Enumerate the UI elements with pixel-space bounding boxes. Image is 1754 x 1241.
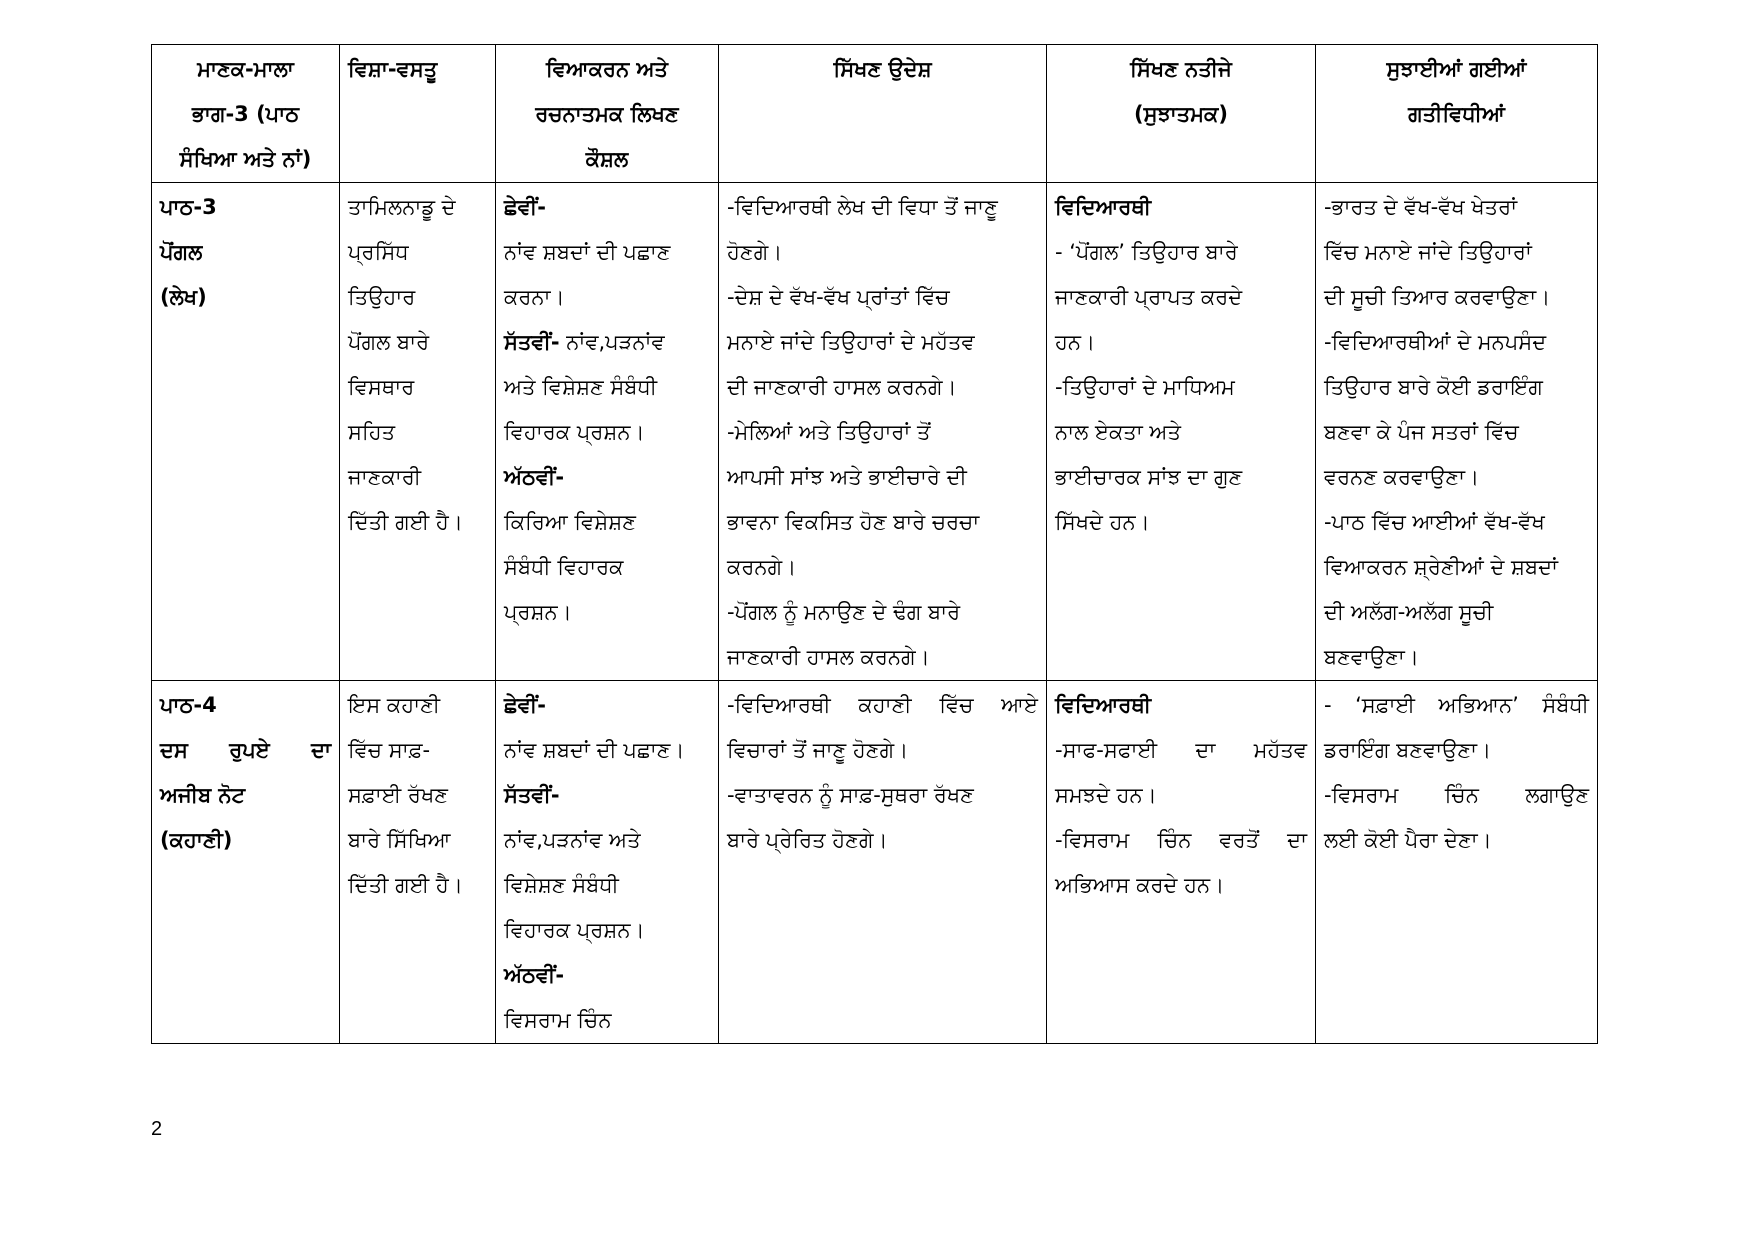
cell-grammar: ਛੇਵੀਂ- ਨਾਂਵ ਸ਼ਬਦਾਂ ਦੀ ਪਛਾਣ ਕਰਨਾ। ਸੱਤਵੀਂ- ਨਾਂਵ,ਪੜਨਾਂਵ ਅਤੇ ਵਿਸ਼ੇਸ਼ਣ ਸੰਬੰਧੀ ਵਿਹਾਰਕ ਪ੍ਰਸ਼ਨ। ਅੱਠਵੀਂ- ਕਿਰਿਆ ਵਿਸ਼ੇਸ਼ਣ ਸੰਬੰਧੀ ਵਿਹਾਰਕ ਪ੍ਰਸ਼ਨ। bbox=[496, 183, 719, 681]
cell-activities: - ‘ਸਫ਼ਾਈ ਅਭਿਆਨ’ ਸੰਬੰਧੀ ਡਰਾਇੰਗ ਬਣਵਾਉਣਾ। -ਵਿਸਰਾਮ ਚਿੰਨ ਲਗਾਉਣ ਲਈ ਕੋਈ ਪੈਰਾ ਦੇਣਾ। bbox=[1316, 681, 1598, 1044]
syllabus-table bbox=[151, 44, 1598, 1044]
cell-content: ਤਾਮਿਲਨਾਡੂ ਦੇ ਪ੍ਰਸਿੱਧ ਤਿਉਹਾਰ ਪੋਂਗਲ ਬਾਰੇ ਵਿਸਥਾਰ ਸਹਿਤ ਜਾਣਕਾਰੀ ਦਿੱਤੀ ਗਈ ਹੈ। bbox=[340, 183, 496, 681]
cell-outcomes: ਵਿਦਿਆਰਥੀ - ‘ਪੋਂਗਲ’ ਤਿਉਹਾਰ ਬਾਰੇ ਜਾਣਕਾਰੀ ਪ੍ਰਾਪਤ ਕਰਦੇ ਹਨ। -ਤਿਉਹਾਰਾਂ ਦੇ ਮਾਧਿਅਮ ਨਾਲ ਏਕਤਾ ਅਤੇ ਭਾਈਚਾਰਕ ਸਾਂਝ ਦਾ ਗੁਣ ਸਿੱਖਦੇ ਹਨ। bbox=[1047, 183, 1316, 681]
cell-objectives: -ਵਿਦਿਆਰਥੀ ਲੇਖ ਦੀ ਵਿਧਾ ਤੋਂ ਜਾਣੂ ਹੋਣਗੇ। -ਦੇਸ਼ ਦੇ ਵੱਖ-ਵੱਖ ਪ੍ਰਾਂਤਾਂ ਵਿੱਚ ਮਨਾਏ ਜਾਂਦੇ ਤਿਉਹਾਰਾਂ ਦੇ ਮਹੱਤਵ ਦੀ ਜਾਣਕਾਰੀ ਹਾਸਲ ਕਰਨਗੇ। -ਮੇਲਿਆਂ ਅਤੇ ਤਿਉਹਾਰਾਂ ਤੋਂ ਆਪਸੀ ਸਾਂਝ ਅਤੇ ਭਾਈਚਾਰੇ ਦੀ ਭਾਵਨਾ ਵਿਕਸਿਤ ਹੋਣ ਬਾਰੇ ਚਰਚਾ ਕਰਨਗੇ। -ਪੋਂਗਲ ਨੂੰ ਮਨਾਉਣ ਦੇ ਢੰਗ ਬਾਰੇ ਜਾਣਕਾਰੀ ਹਾਸਲ ਕਰਨਗੇ। bbox=[719, 183, 1047, 681]
header-outcomes: ਸਿੱਖਣ ਨਤੀਜੇ (ਸੁਝਾਤਮਕ) bbox=[1047, 45, 1316, 183]
header-grammar: ਵਿਆਕਰਨ ਅਤੇ ਰਚਨਾਤਮਕ ਲਿਖਣ ਕੌਸ਼ਲ bbox=[496, 45, 719, 183]
cell-outcomes: ਵਿਦਿਆਰਥੀ -ਸਾਫ-ਸਫਾਈ ਦਾ ਮਹੱਤਵ ਸਮਝਦੇ ਹਨ। -ਵਿਸਰਾਮ ਚਿੰਨ ਵਰਤੋਂ ਦਾ ਅਭਿਆਸ ਕਰਦੇ ਹਨ। bbox=[1047, 681, 1316, 1044]
table-row bbox=[152, 681, 1598, 1044]
cell-lesson: ਪਾਠ-3 ਪੋਂਗਲ (ਲੇਖ) bbox=[152, 183, 340, 681]
header-objectives: ਸਿੱਖਣ ਉਦੇਸ਼ bbox=[719, 45, 1047, 183]
cell-content: ਇਸ ਕਹਾਣੀ ਵਿੱਚ ਸਾਫ਼- ਸਫ਼ਾਈ ਰੱਖਣ ਬਾਰੇ ਸਿੱਖਿਆ ਦਿੱਤੀ ਗਈ ਹੈ। bbox=[340, 681, 496, 1044]
header-lesson: ਮਾਣਕ-ਮਾਲਾ ਭਾਗ-3 (ਪਾਠ ਸੰਖਿਆ ਅਤੇ ਨਾਂ) bbox=[152, 45, 340, 183]
grammar-class7-line: ਸੱਤਵੀਂ- ਨਾਂਵ,ਪੜਨਾਂਵ bbox=[504, 330, 665, 354]
cell-objectives: -ਵਿਦਿਆਰਥੀ ਕਹਾਣੀ ਵਿੱਚ ਆਏ ਵਿਚਾਰਾਂ ਤੋਂ ਜਾਣੂ ਹੋਣਗੇ। -ਵਾਤਾਵਰਨ ਨੂੰ ਸਾਫ਼-ਸੁਥਰਾ ਰੱਖਣ ਬਾਰੇ ਪ੍ਰੇਰਿਤ ਹੋਣਗੇ। bbox=[719, 681, 1047, 1044]
cell-lesson: ਪਾਠ-4 ਦਸ ਰੁਪਏ ਦਾ ਅਜੀਬ ਨੋਟ (ਕਹਾਣੀ) bbox=[152, 681, 340, 1044]
table-header-row bbox=[152, 45, 1598, 183]
page-number: 2 bbox=[151, 1118, 163, 1140]
cell-grammar: ਛੇਵੀਂ- ਨਾਂਵ ਸ਼ਬਦਾਂ ਦੀ ਪਛਾਣ। ਸੱਤਵੀਂ- ਨਾਂਵ,ਪੜਨਾਂਵ ਅਤੇ ਵਿਸ਼ੇਸ਼ਣ ਸੰਬੰਧੀ ਵਿਹਾਰਕ ਪ੍ਰਸ਼ਨ। ਅੱਠਵੀਂ- ਵਿਸਰਾਮ ਚਿੰਨ bbox=[496, 681, 719, 1044]
header-activities: ਸੁਝਾਈਆਂ ਗਈਆਂ ਗਤੀਵਿਧੀਆਂ bbox=[1316, 45, 1598, 183]
header-content: ਵਿਸ਼ਾ-ਵਸਤੂ bbox=[340, 45, 496, 183]
cell-activities: -ਭਾਰਤ ਦੇ ਵੱਖ-ਵੱਖ ਖੇਤਰਾਂ ਵਿੱਚ ਮਨਾਏ ਜਾਂਦੇ ਤਿਉਹਾਰਾਂ ਦੀ ਸੂਚੀ ਤਿਆਰ ਕਰਵਾਉਣਾ। -ਵਿਦਿਆਰਥੀਆਂ ਦੇ ਮਨਪਸੰਦ ਤਿਉਹਾਰ ਬਾਰੇ ਕੋਈ ਡਰਾਇੰਗ ਬਣਵਾ ਕੇ ਪੰਜ ਸਤਰਾਂ ਵਿੱਚ ਵਰਨਣ ਕਰਵਾਉਣਾ। -ਪਾਠ ਵਿੱਚ ਆਈਆਂ ਵੱਖ-ਵੱਖ ਵਿਆਕਰਨ ਸ਼੍ਰੇਣੀਆਂ ਦੇ ਸ਼ਬਦਾਂ ਦੀ ਅਲੱਗ-ਅਲੱਗ ਸੂਚੀ ਬਣਵਾਉਣਾ। bbox=[1316, 183, 1598, 681]
table-row bbox=[152, 183, 1598, 681]
